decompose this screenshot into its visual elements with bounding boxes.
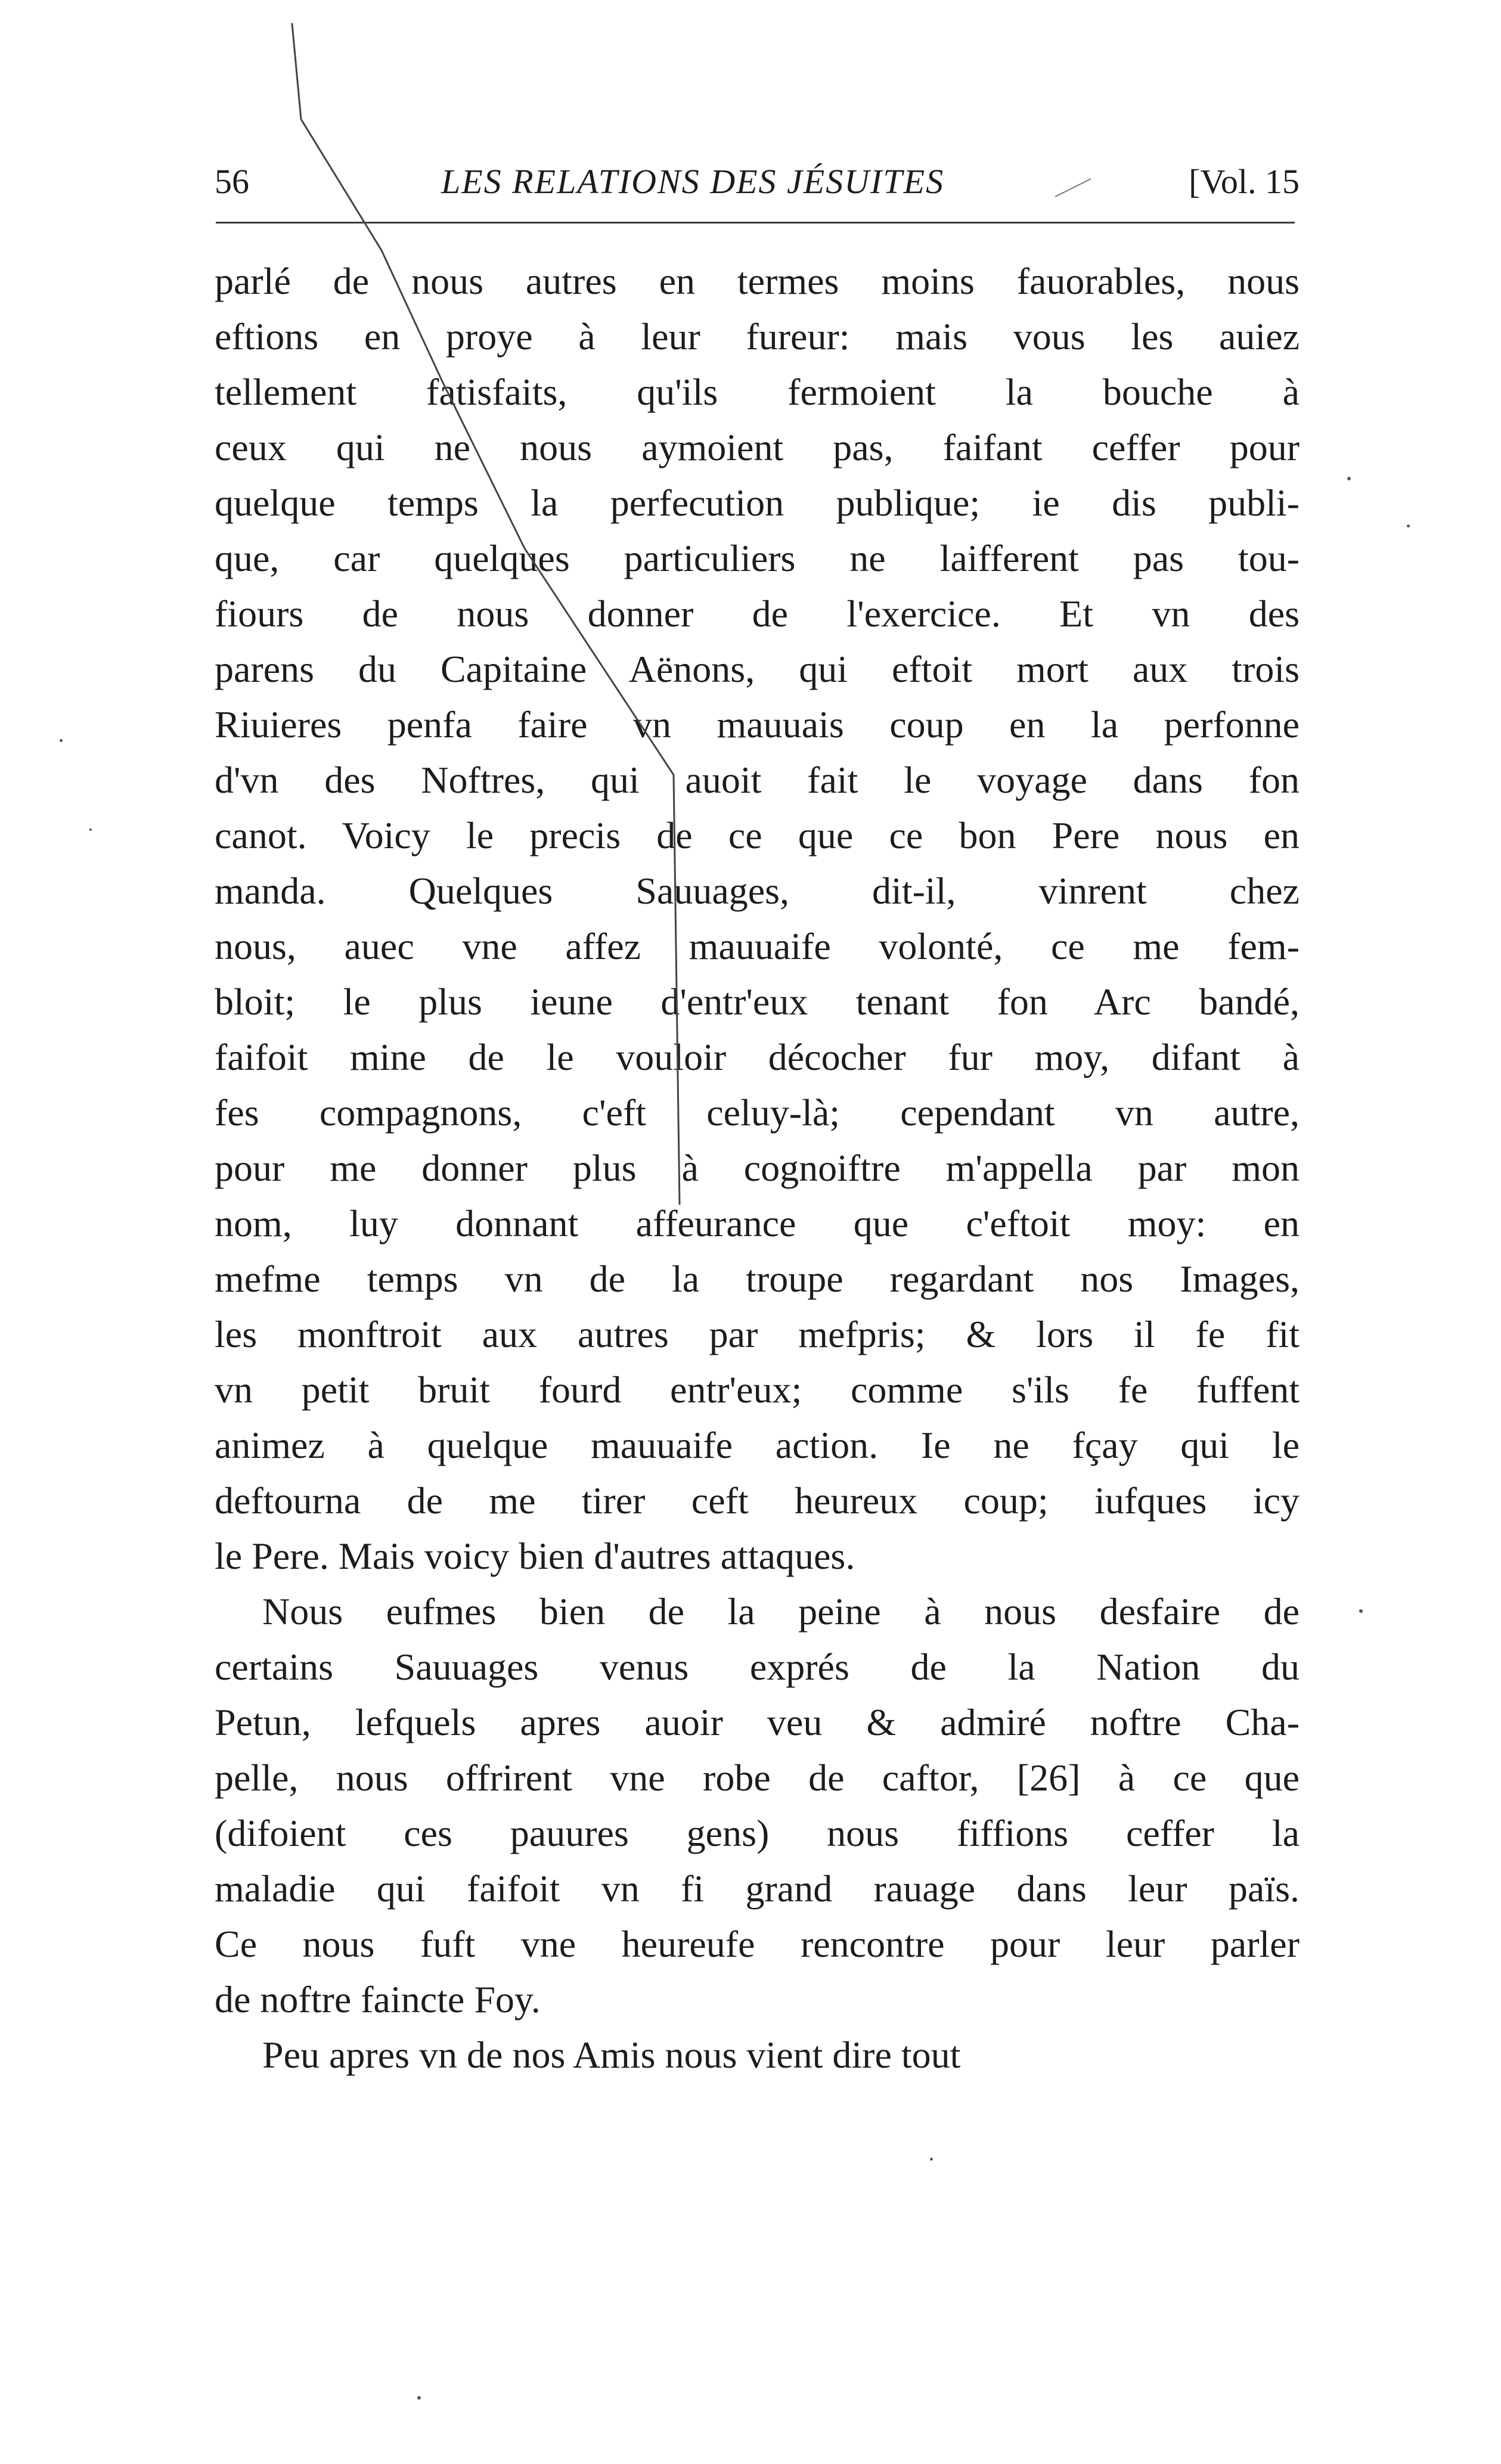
text-line: le Pere. Mais voicy bien d'autres attaques. <box>215 1535 855 1577</box>
text-line: Peu apres vn de nos Amis nous vient dire tout <box>262 2034 961 2076</box>
text-line: mefme temps vn de la troupe regardant nos Images, <box>215 1258 1300 1300</box>
text-line: vn petit bruit fourd entr'eux; comme s'ils fe fuffent <box>215 1368 1300 1411</box>
text-line: les monftroit aux autres par mefpris; & lors il fe fit <box>215 1313 1300 1355</box>
text-line: nom, luy donnant affeurance que c'eftoit moy: en <box>215 1202 1300 1245</box>
text-line: de noftre faincte Foy. <box>215 1978 541 2021</box>
text-line: parlé de nous autres en termes moins fauorables, nous <box>215 260 1300 302</box>
text-line: ceux qui ne nous aymoient pas, faifant ceffer pour <box>215 426 1300 468</box>
paper-speck <box>1347 477 1351 480</box>
paper-speck <box>1407 525 1410 527</box>
text-line: maladie qui faifoit vn fi grand rauage dans leur païs. <box>215 1867 1300 1910</box>
text-line: Ce nous fuft vne heureufe rencontre pour leur parler <box>215 1923 1300 1965</box>
paper-speck <box>89 828 92 831</box>
text-line: manda. Quelques Sauuages, dit-il, vinrent chez <box>215 870 1300 912</box>
text-line: d'vn des Noftres, qui auoit fait le voyage dans fon <box>215 759 1300 801</box>
volume-reference: [Vol. 15 <box>1189 162 1300 201</box>
header-rule <box>216 222 1295 224</box>
page-number: 56 <box>215 162 249 201</box>
text-line: pelle, nous offrirent vne robe de caftor, [26] à ce que <box>215 1757 1300 1799</box>
text-line: Riuieres penfa faire vn mauuais coup en la perfonne <box>215 703 1300 746</box>
text-line: bloit; le plus ieune d'entr'eux tenant fon Arc bandé, <box>215 980 1300 1023</box>
text-line: pour me donner plus à cognoiftre m'appella par mon <box>215 1147 1300 1189</box>
text-line: fiours de nous donner de l'exercice. Et vn des <box>215 592 1300 635</box>
paper-speck <box>930 2158 933 2161</box>
text-line: quelque temps la perfecution publique; ie dis publi- <box>215 482 1300 524</box>
paper-speck <box>417 2396 421 2400</box>
text-line: eftions en proye à leur fureur: mais vous les auiez <box>215 315 1300 358</box>
text-line: canot. Voicy le precis de ce que ce bon Pere nous en <box>215 814 1300 856</box>
text-line: (difoient ces pauures gens) nous fiffions ceffer la <box>215 1812 1300 1854</box>
text-line: certains Sauuages venus exprés de la Nation du <box>215 1646 1300 1688</box>
text-line: Nous eufmes bien de la peine à nous desfaire de <box>262 1590 1300 1633</box>
text-line: deftourna de me tirer ceft heureux coup; iufques icy <box>215 1479 1300 1522</box>
text-line: tellement fatisfaits, qu'ils fermoient la bouche à <box>215 371 1300 413</box>
text-line: fes compagnons, c'eft celuy-là; cependant vn autre, <box>215 1091 1300 1134</box>
running-header <box>215 158 1300 206</box>
running-title: LES RELATIONS DES JÉSUITES <box>441 162 945 201</box>
paper-speck <box>1359 1609 1363 1613</box>
text-line: nous, auec vne affez mauuaife volonté, ce me fem- <box>215 925 1300 967</box>
body-text <box>215 253 1300 2083</box>
text-line: animez à quelque mauuaife action. Ie ne fçay qui le <box>215 1424 1300 1466</box>
paper-speck <box>60 739 63 742</box>
text-line: faifoit mine de le vouloir décocher fur moy, difant à <box>215 1036 1300 1078</box>
text-line: Petun, lefquels apres auoir veu & admiré noftre Cha- <box>215 1701 1300 1743</box>
text-line: que, car quelques particuliers ne laifferent pas tou- <box>215 537 1300 579</box>
text-line: parens du Capitaine Aënons, qui eftoit mort aux trois <box>215 648 1300 690</box>
